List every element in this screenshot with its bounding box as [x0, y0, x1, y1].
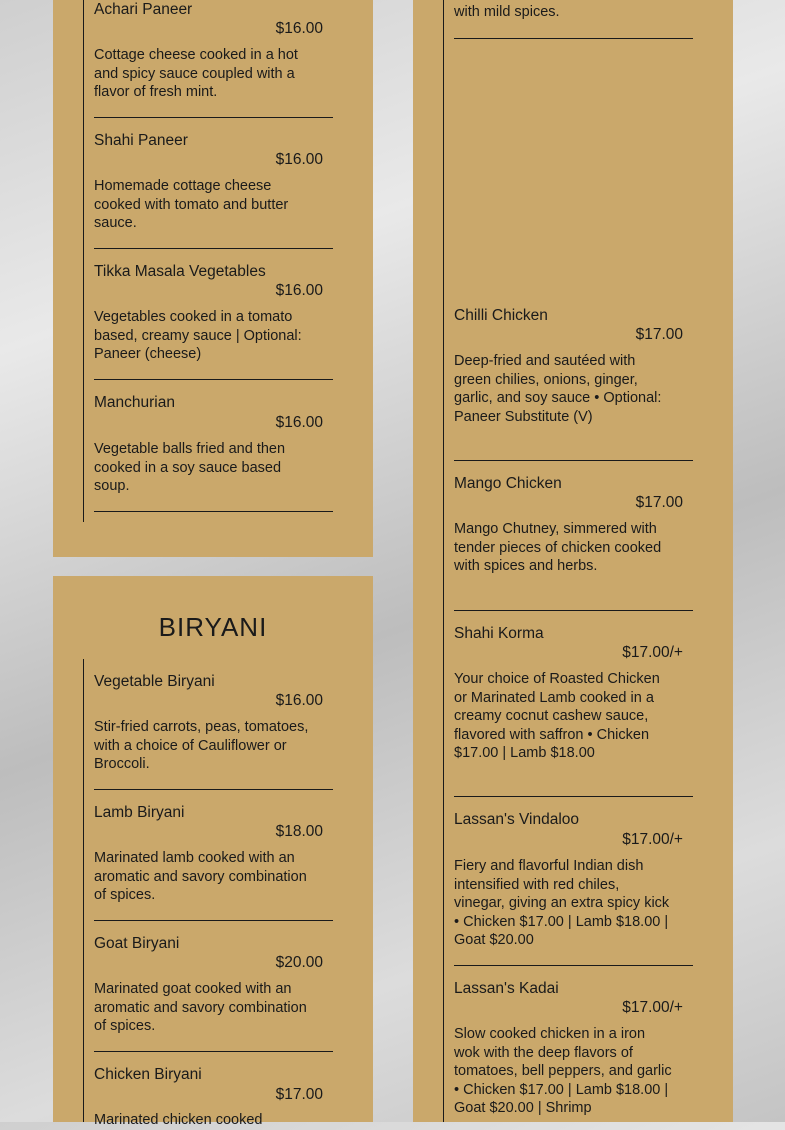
item-divider	[94, 789, 333, 790]
item-description: Marinated lamb cooked with an aromatic and savory combination of spices.	[94, 850, 307, 904]
item-name: Shahi Korma	[454, 625, 544, 642]
right-divider-line	[443, 0, 444, 1122]
item-description: Mango Chutney, simmered with tender pieces of chicken cooked with spices and herbs.	[454, 521, 662, 575]
item-description: Cottage cheese cooked in a hot and spicy sauce coupled with a flavor of fresh mint.	[94, 47, 298, 101]
item-name: Mango Chicken	[454, 475, 562, 492]
item-description: Fiery and flavorful Indian dish intensified with red chiles, vinegar, giving an extra spicy kick • Chicken $17.00 | Lamb $18.00 | Goat $20.00	[454, 858, 670, 949]
item-name: Manchurian	[94, 394, 175, 411]
item-price: $16.00	[275, 282, 323, 299]
item-divider	[94, 117, 333, 118]
item-price: $18.00	[275, 823, 323, 840]
item-description: Vegetables cooked in a tomato based, creamy sauce | Optional: Paneer (cheese)	[94, 309, 302, 363]
item-divider	[454, 610, 693, 611]
item-divider	[454, 796, 693, 797]
biryani-divider-line	[83, 659, 84, 1122]
item-description: Marinated goat cooked with an aromatic and savory combination of spices.	[94, 981, 307, 1035]
item-divider	[94, 920, 333, 921]
item-description: Slow cooked chicken in a iron wok with the deep flavors of tomatoes, bell peppers, and garlic • Chicken $17.00 | Lamb $18.00 | Goat $20.00 | Shrimp	[454, 1026, 672, 1117]
item-price: $17.00	[635, 494, 683, 511]
item-name: Lassan's Vindaloo	[454, 811, 580, 828]
item-name: Tikka Masala Vegetables	[94, 263, 266, 280]
item-price: $16.00	[275, 20, 323, 37]
item-name: Chilli Chicken	[454, 307, 548, 324]
item-divider	[94, 379, 333, 380]
item-name: Vegetable Biryani	[94, 673, 215, 690]
item-price: $16.00	[275, 151, 323, 168]
item-divider	[454, 38, 693, 39]
item-name: Lamb Biryani	[94, 804, 185, 821]
item-description: Deep-fried and sautéed with green chilies, onions, ginger, garlic, and soy sauce • Optional: Paneer Substitute (V)	[454, 353, 662, 425]
item-name: Lassan's Kadai	[454, 980, 559, 997]
item-price: $20.00	[275, 954, 323, 971]
left-top-divider-line	[83, 0, 84, 522]
item-description: Vegetable balls fried and then cooked in a soy sauce based soup.	[94, 441, 286, 495]
item-divider	[94, 1051, 333, 1052]
item-description: Homemade cottage cheese cooked with tomato and butter sauce.	[94, 178, 289, 232]
item-price: $17.00/+	[622, 831, 683, 848]
section-title-biryani: BIRYANI	[158, 612, 268, 642]
item-description: Marinated chicken cooked	[94, 1112, 263, 1128]
item-divider	[94, 511, 333, 512]
item-divider	[454, 965, 693, 966]
item-price: $16.00	[275, 692, 323, 709]
item-name: Goat Biryani	[94, 935, 180, 952]
item-price: $17.00	[275, 1086, 323, 1103]
item-divider	[94, 248, 333, 249]
item-divider	[454, 460, 693, 461]
item-price: $17.00/+	[622, 644, 683, 661]
item-price: $16.00	[275, 414, 323, 431]
item-price: $17.00/+	[622, 999, 683, 1016]
item-description-fragment: with mild spices.	[454, 4, 560, 20]
item-price: $17.00	[635, 326, 683, 343]
item-name: Shahi Paneer	[94, 132, 188, 149]
item-description: Your choice of Roasted Chicken or Marinated Lamb cooked in a creamy cocnut cashew sauce, flavored with saffron • Chicken $17.00 | Lamb $18.00	[454, 671, 660, 762]
item-name: Achari Paneer	[94, 1, 193, 18]
item-name: Chicken Biryani	[94, 1066, 202, 1083]
item-description: Stir-fried carrots, peas, tomatoes, with a choice of Cauliflower or Broccoli.	[94, 719, 309, 773]
